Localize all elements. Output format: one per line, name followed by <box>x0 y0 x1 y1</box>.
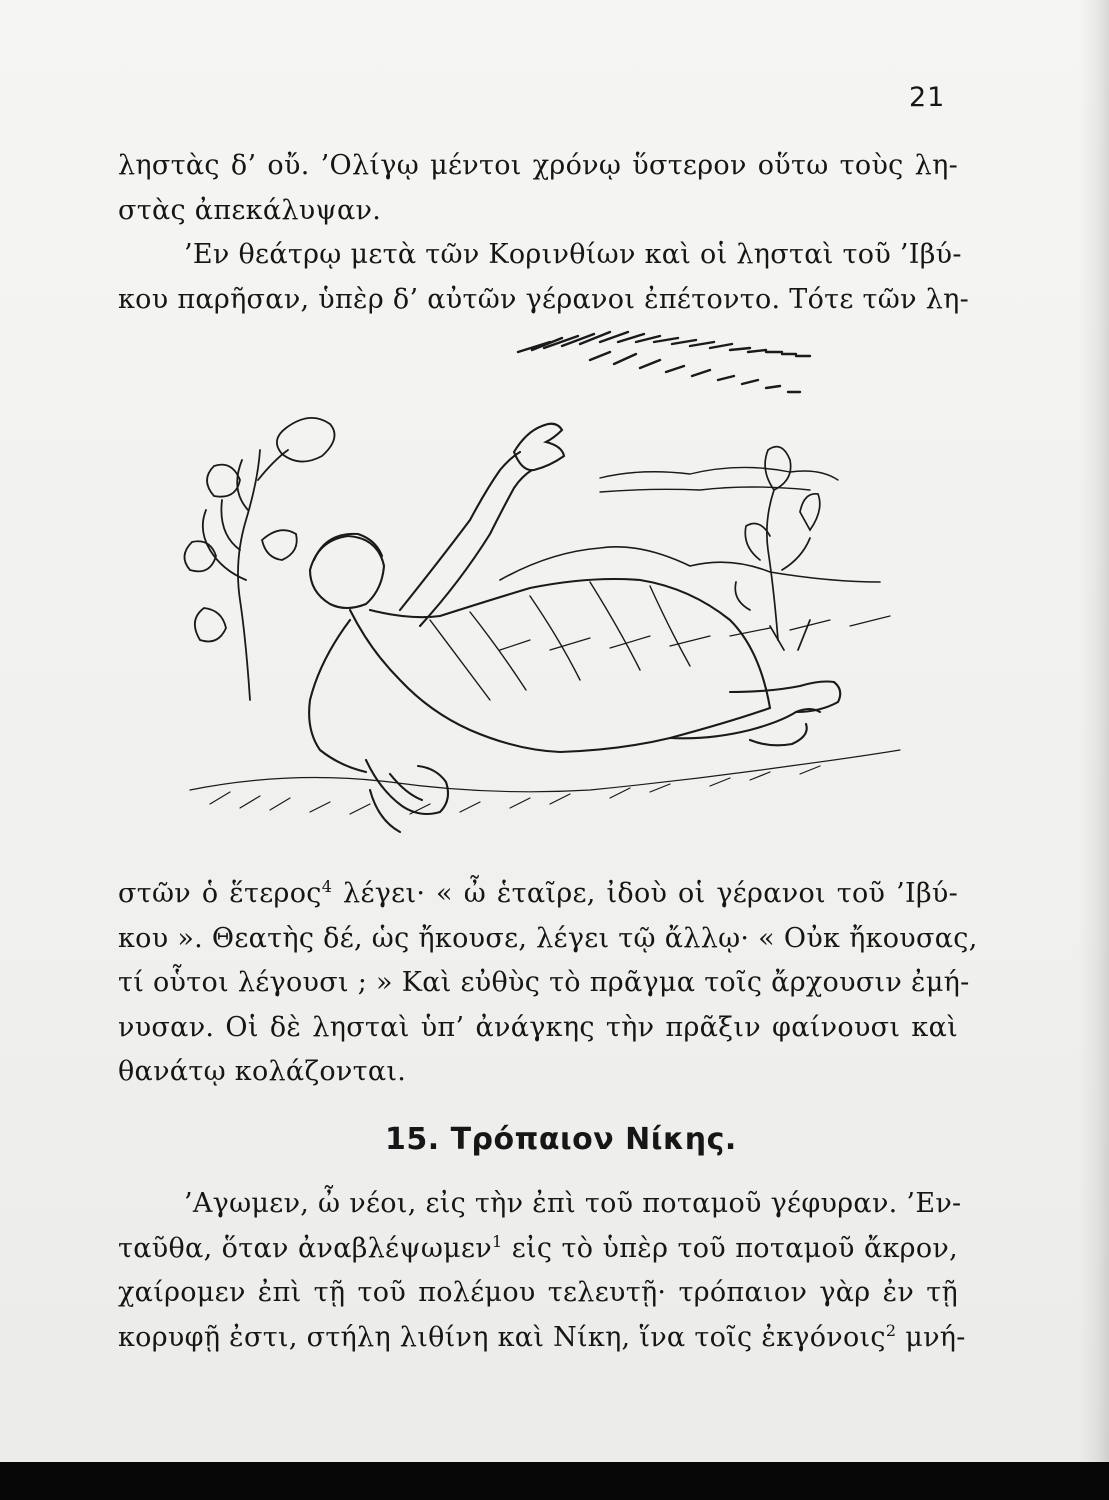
paragraph-line: κου παρῆσαν, ὑπὲρ δ’ αὐτῶν γέρανοι ἐπέτοντο. Τότε τῶν λη- <box>118 283 970 315</box>
paragraph-line: θανάτῳ κολάζονται. <box>118 1056 407 1087</box>
paragraph-line: ’Εν θεάτρῳ μετὰ τῶν Κορινθίων καὶ οἱ λησταὶ τοῦ ’Ιβύ- <box>184 239 962 270</box>
scan-bottom-border <box>0 1462 1109 1500</box>
left-tree-drawing <box>184 418 334 700</box>
paragraph-line: χαίρομεν ἐπὶ τῇ τοῦ πολέμου τελευτῇ· τρόπαιον γὰρ ἐν τῇ <box>118 1277 958 1308</box>
paragraph-line: νυσαν. Οἱ δὲ λησταὶ ὑπ’ ἀνάγκης τὴν πρᾶξιν φαίνουσι καὶ <box>118 1011 958 1043</box>
scan-edge-shadow <box>1079 0 1109 1500</box>
footnote-marker: 4 <box>321 877 333 896</box>
footnote-marker: 1 <box>491 1231 503 1251</box>
paragraph-line <box>118 1227 958 1272</box>
line-text: μνή- <box>896 1321 966 1353</box>
cranes-flock-drawing <box>518 332 810 392</box>
line-text: εἰς τὸ ὑπὲρ τοῦ ποταμοῦ ἄκρον, <box>502 1232 958 1264</box>
paragraph-line <box>118 872 958 917</box>
line-text: λέγει· « ὦ ἑταῖρε, ἰδοὺ οἱ γέρανοι τοῦ ’Ιβύ- <box>332 878 958 909</box>
reclining-man-drawing <box>309 424 840 832</box>
distant-hill-drawing <box>500 547 880 582</box>
paragraph-line: ’Αγωμεν, ὦ νέοι, εἰς τὴν ἐπὶ τοῦ ποταμοῦ γέφυραν. ’Εν- <box>184 1188 962 1219</box>
text-block-bottom <box>118 1182 966 1360</box>
text-block-top <box>118 144 970 322</box>
paragraph-line <box>118 1316 966 1361</box>
lyre-drawing <box>366 760 448 832</box>
section-heading: 15. Τρόπαιον Νίκης. <box>385 1122 737 1157</box>
cloud-drawing <box>600 467 838 492</box>
line-text: ταῦθα, ὅταν ἀναβλέψωμεν <box>118 1232 492 1264</box>
paragraph-line: στὰς ἀπεκάλυψαν. <box>118 194 382 226</box>
text-block-middle <box>118 872 978 1095</box>
line-text: κορυφῇ ἐστι, στήλη λιθίνη καὶ Νίκη, ἵνα τοῖς ἐκγόνοις <box>118 1321 886 1353</box>
page-number: 21 <box>909 82 946 113</box>
right-tree-drawing <box>735 447 820 650</box>
line-text: στῶν ὁ ἕτερος <box>118 878 322 909</box>
footnote-marker: 2 <box>885 1320 897 1340</box>
ibycus-cranes-illustration <box>170 320 930 860</box>
paragraph-line: τί οὗτοι λέγουσι ; » Καὶ εὐθὺς τὸ πρᾶγμα τοῖς ἄρχουσιν ἐμή- <box>118 967 970 998</box>
paragraph-line: ληστὰς δ’ οὔ. ’Ολίγῳ μέντοι χρόνῳ ὕστερον οὕτω τοὺς λη- <box>118 150 958 181</box>
ground-hatching-drawing <box>190 616 900 814</box>
paragraph-line: κου ». Θεατὴς δέ, ὡς ἤκουσε, λέγει τῷ ἄλλῳ· « Οὐκ ἤκουσας, <box>118 922 978 954</box>
